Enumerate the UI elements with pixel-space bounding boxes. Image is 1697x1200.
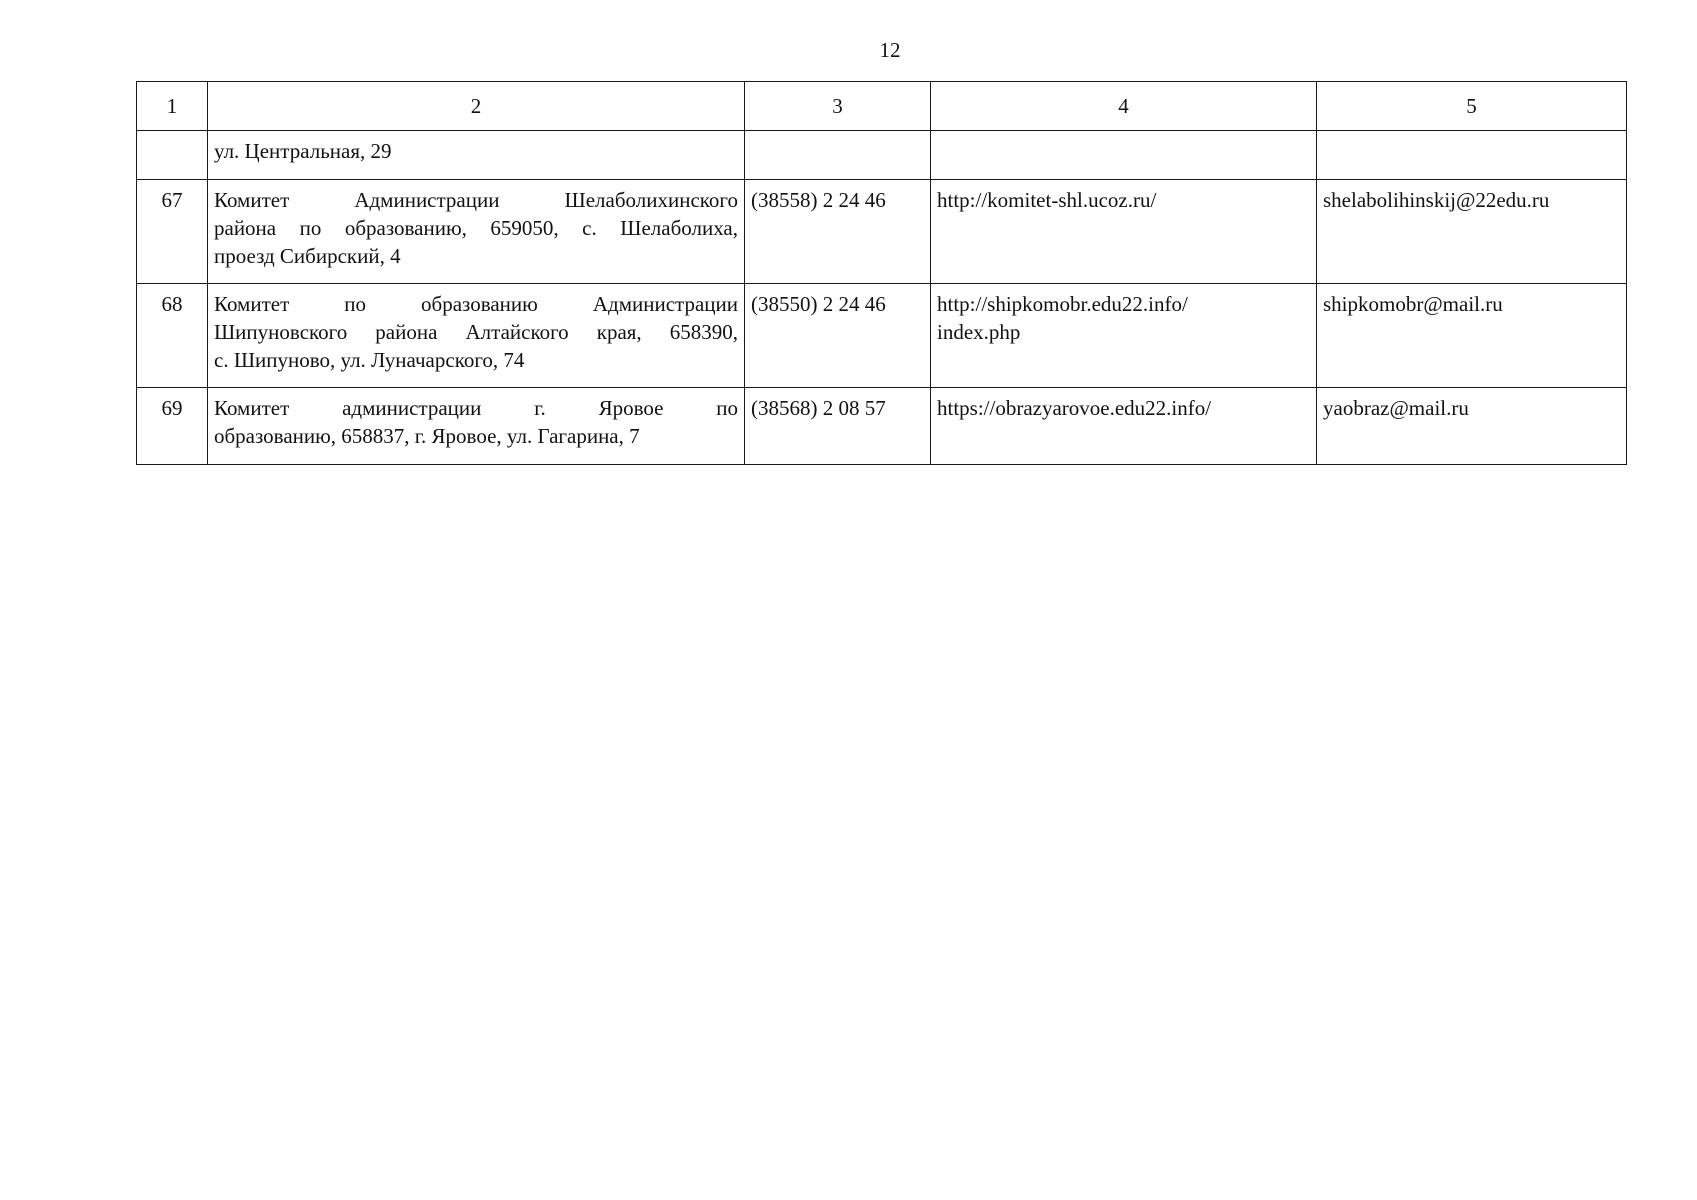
- address-line: Комитет администрации г. Яровое по: [214, 396, 738, 420]
- table-row: [137, 388, 1627, 465]
- website-cell[interactable]: [931, 180, 1317, 284]
- address-line: образованию, 658837, г. Яровое, ул. Гагарина, 7: [214, 424, 640, 448]
- website-link[interactable]: http://komitet-shl.ucoz.ru/: [937, 188, 1157, 212]
- email-cell[interactable]: shipkomobr@mail.ru: [1317, 284, 1627, 388]
- header-cell-1: 1: [137, 82, 208, 131]
- website-cell[interactable]: [931, 284, 1317, 388]
- website-link[interactable]: https://obrazyarovoe.edu22.info/: [937, 396, 1212, 420]
- organizations-table: [136, 81, 1627, 465]
- organization-address-cell: [208, 131, 745, 180]
- header-cell-5: 5: [1317, 82, 1627, 131]
- address-line: района по образованию, 659050, с. Шелаболиха,: [214, 216, 738, 240]
- website-link-continuation[interactable]: index.php: [937, 320, 1021, 344]
- email-cell[interactable]: shelabolihinskij@22edu.ru: [1317, 180, 1627, 284]
- website-cell[interactable]: [931, 388, 1317, 465]
- table-row-continuation: [137, 131, 1627, 180]
- header-cell-4: 4: [931, 82, 1317, 131]
- address-line: Шипуновского района Алтайского края, 658390,: [214, 320, 738, 344]
- phone-cell: (38568) 2 08 57: [745, 388, 931, 465]
- header-cell-2: 2: [208, 82, 745, 131]
- phone-cell: (38550) 2 24 46: [745, 284, 931, 388]
- organization-address-cell: [208, 180, 745, 284]
- organization-address-cell: [208, 388, 745, 465]
- address-line: Комитет Администрации Шелаболихинского: [214, 188, 738, 212]
- table-header-row: [137, 82, 1627, 131]
- table-row: [137, 284, 1627, 388]
- website-link[interactable]: http://shipkomobr.edu22.info/: [937, 292, 1188, 316]
- phone-cell: [745, 131, 931, 180]
- row-number-cell: [137, 131, 208, 180]
- address-line: ул. Центральная, 29: [214, 139, 392, 163]
- row-number-cell: 69: [137, 388, 208, 465]
- organization-address-cell: [208, 284, 745, 388]
- header-cell-3: 3: [745, 82, 931, 131]
- email-cell: [1317, 131, 1627, 180]
- table-row: [137, 180, 1627, 284]
- page-number: 12: [879, 38, 901, 62]
- website-cell: [931, 131, 1317, 180]
- phone-cell: (38558) 2 24 46: [745, 180, 931, 284]
- address-line: с. Шипуново, ул. Луначарского, 74: [214, 348, 525, 372]
- email-cell[interactable]: yaobraz@mail.ru: [1317, 388, 1627, 465]
- address-line: проезд Сибирский, 4: [214, 244, 401, 268]
- address-line: Комитет по образованию Администрации: [214, 292, 738, 316]
- row-number-cell: 68: [137, 284, 208, 388]
- row-number-cell: 67: [137, 180, 208, 284]
